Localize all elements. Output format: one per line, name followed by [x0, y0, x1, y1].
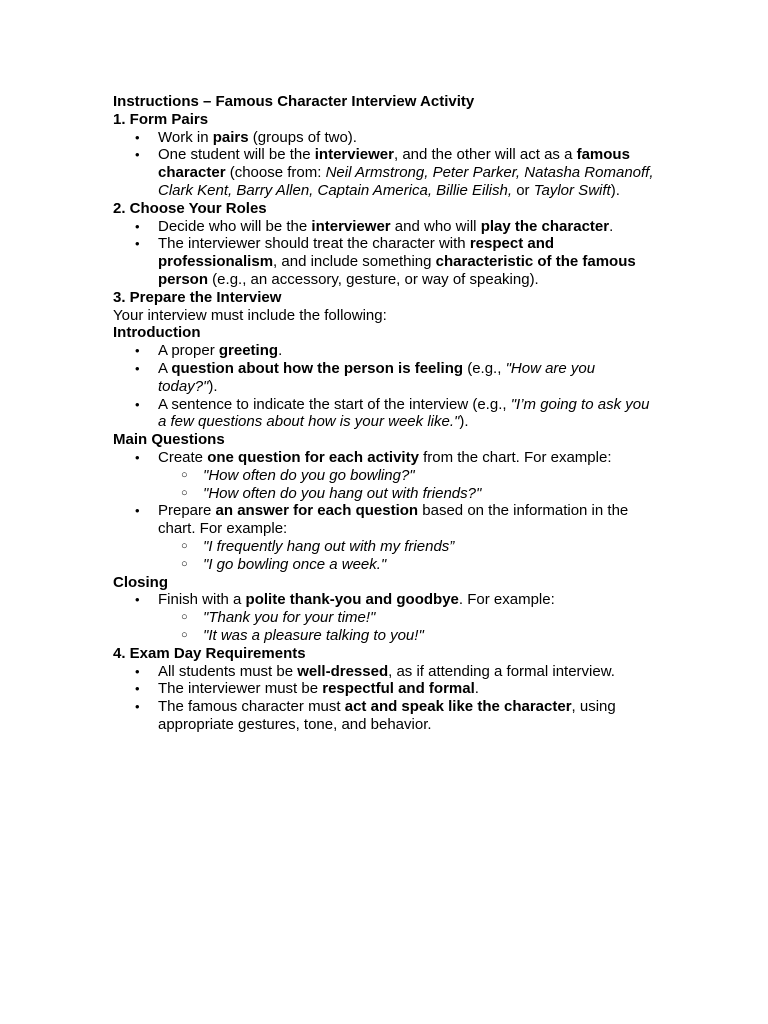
main-questions-list — [113, 449, 658, 574]
bold-text: one question for each activity — [207, 448, 419, 466]
bold-text: interviewer — [311, 217, 391, 235]
closing-list — [113, 591, 658, 644]
form-pairs-list — [113, 129, 658, 200]
closing-examples-list — [158, 609, 658, 645]
section-heading-exam-day: 4. Exam Day Requirements — [113, 644, 306, 662]
list-item — [113, 591, 658, 644]
subheading-closing: Closing — [113, 573, 168, 591]
text: The famous character must — [158, 698, 345, 716]
introduction-list — [113, 342, 658, 431]
subheading-introduction: Introduction — [113, 324, 201, 342]
text: A sentence to indicate the start of the interview (e.g., — [158, 395, 511, 413]
list-item — [113, 218, 658, 236]
text: Prepare — [158, 502, 216, 520]
example-quote: "How are you today?" — [158, 359, 596, 395]
text: ). — [610, 181, 620, 199]
example-answers-list — [158, 538, 658, 574]
list-item — [113, 663, 658, 681]
bold-text: act and speak like the character — [344, 698, 572, 716]
sub-list-item: ○ "Thank you for your time!" — [158, 609, 658, 627]
section-heading-prepare-interview: 3. Prepare the Interview — [113, 288, 282, 306]
text: . — [609, 217, 614, 235]
example-quote: "I’m going to ask you a few questions about how is your week like." — [158, 395, 650, 431]
text: , as if attending a formal interview. — [388, 662, 615, 680]
sub-list-item: ○ "It was a pleasure talking to you!" — [158, 627, 658, 645]
text: , and the other will act as a — [393, 146, 577, 164]
bold-text: respectful and formal — [322, 680, 475, 698]
character-option-last: Taylor Swift — [533, 181, 611, 199]
text: The interviewer should treat the character with — [158, 235, 470, 253]
bold-text: polite thank-you and goodbye — [245, 591, 459, 609]
sub-list-item: ○ "I frequently hang out with my friends” — [158, 538, 658, 556]
text: The interviewer must be — [158, 680, 323, 698]
list-item — [113, 698, 658, 734]
text: based on the information in the chart. For example: — [158, 502, 629, 538]
text: . For example: — [458, 591, 555, 609]
subheading-main-questions: Main Questions — [113, 431, 225, 449]
exam-day-list — [113, 663, 658, 734]
text: ). — [459, 413, 469, 431]
list-item — [113, 235, 658, 288]
bold-text: famous character — [158, 146, 630, 182]
bold-text: interviewer — [314, 146, 394, 164]
text: (groups of two). — [248, 128, 357, 146]
text: (choose from: — [225, 164, 326, 182]
text: ). — [208, 377, 218, 395]
document-page — [113, 93, 658, 734]
text: . — [278, 342, 283, 360]
document-title: Instructions – Famous Character Interview Activity — [113, 93, 475, 110]
text: , using appropriate gestures, tone, and behavior. — [158, 698, 616, 733]
text: Create — [158, 448, 208, 466]
bold-text: well-dressed — [297, 662, 389, 680]
example-questions-list — [158, 467, 658, 503]
text: One student will be the — [158, 146, 315, 164]
bold-text: question about how the person is feeling — [171, 359, 464, 377]
list-item — [113, 680, 658, 698]
text: All students must be — [158, 662, 298, 680]
text: . — [474, 680, 479, 698]
choose-roles-list — [113, 218, 658, 289]
list-item — [113, 360, 658, 396]
text: Decide who will be the — [158, 217, 312, 235]
list-item — [113, 396, 658, 432]
list-item — [113, 146, 658, 199]
list-item — [113, 129, 658, 147]
list-item — [113, 502, 658, 573]
bold-text: an answer for each question — [215, 502, 419, 520]
bold-text: play the character — [480, 217, 610, 235]
text: or — [512, 181, 534, 199]
list-item — [113, 449, 658, 502]
text: from the chart. For example: — [418, 448, 612, 466]
text: and who will — [390, 217, 481, 235]
text: Finish with a — [158, 591, 246, 609]
section-heading-choose-roles: 2. Choose Your Roles — [113, 199, 267, 217]
section-intro-text: Your interview must include the following: — [113, 306, 387, 324]
sub-list-item: ○ "I go bowling once a week." — [158, 556, 658, 574]
sub-list-item: ○ "How often do you hang out with friends?" — [158, 485, 658, 503]
section-heading-form-pairs: 1. Form Pairs — [113, 110, 209, 128]
bold-text: respect and professionalism — [158, 235, 555, 271]
character-options: Neil Armstrong, Peter Parker, Natasha Romanoff, Clark Kent, Barry Allen, Captain America, Billie Eilish, — [158, 164, 654, 199]
bold-text: characteristic of the famous person — [158, 253, 636, 288]
sub-list-item: ○ "How often do you go bowling?" — [158, 467, 658, 485]
text: Work in — [158, 128, 213, 146]
text: , and include something — [273, 253, 436, 271]
text: A proper — [158, 342, 219, 360]
list-item — [113, 342, 658, 360]
bold-text: greeting — [218, 342, 279, 360]
text: A — [158, 359, 172, 377]
text: (e.g., an accessory, gesture, or way of speaking). — [208, 270, 539, 288]
bold-text: pairs — [212, 128, 249, 146]
text: (e.g., — [463, 359, 506, 377]
